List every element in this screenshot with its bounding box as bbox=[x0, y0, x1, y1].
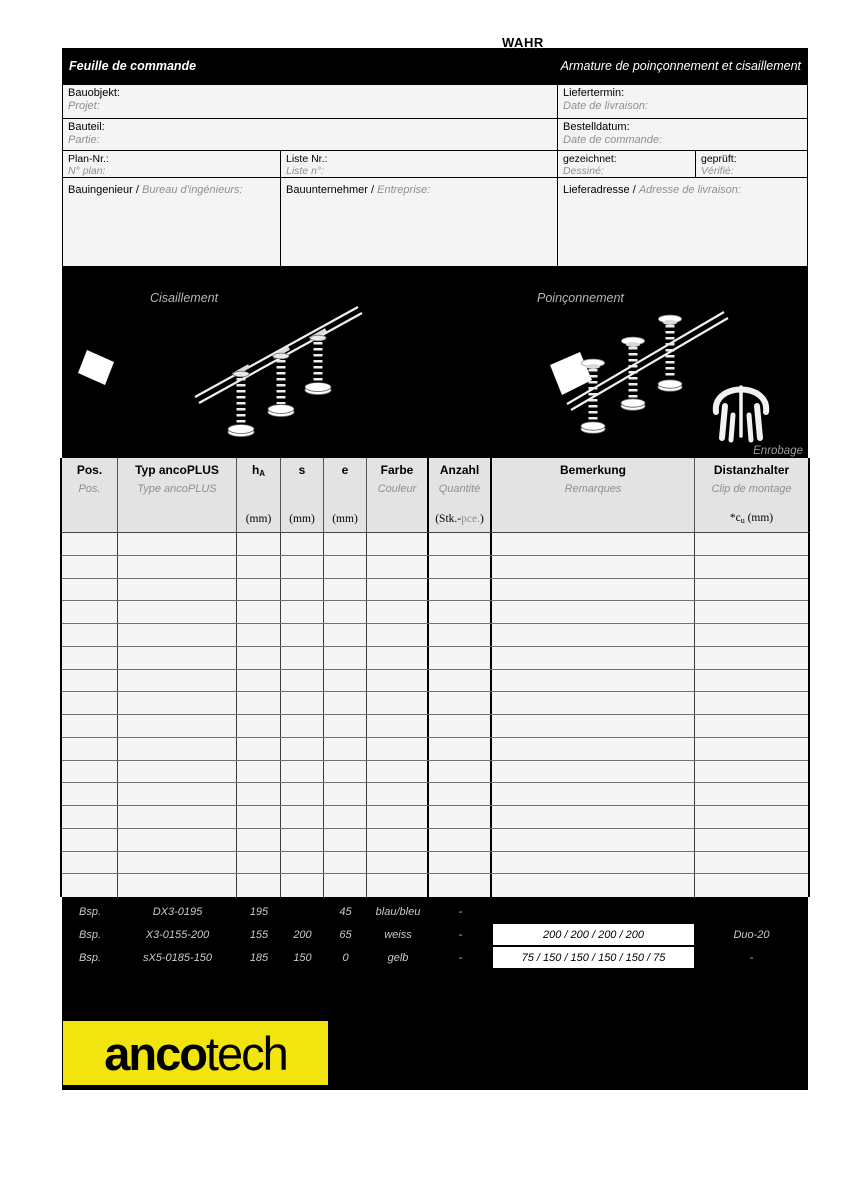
table-empty-cell bbox=[237, 715, 281, 737]
table-empty-cell bbox=[281, 874, 324, 897]
table-empty-cell bbox=[367, 715, 429, 737]
example-row bbox=[62, 923, 808, 946]
table-empty-cell bbox=[281, 692, 324, 714]
example-cell-bemerkung bbox=[492, 924, 695, 945]
footer-band bbox=[62, 897, 808, 1090]
example-cell-typ: DX3-0195 bbox=[152, 905, 203, 918]
column-unit: (Stk.-pce.) bbox=[435, 513, 484, 525]
table-empty-cell bbox=[324, 647, 367, 669]
example-cell-farbe: weiss bbox=[384, 928, 412, 941]
table-empty-cell bbox=[118, 738, 237, 760]
field-label-fr: Liste n°: bbox=[286, 165, 325, 177]
table-empty-cell bbox=[367, 806, 429, 828]
table-empty-cell bbox=[324, 829, 367, 851]
column-label-de: Distanzhalter bbox=[713, 463, 790, 477]
column-header-bemerkung bbox=[492, 458, 695, 532]
field-label-de: geprüft: bbox=[701, 153, 737, 165]
table-empty-cell bbox=[62, 806, 118, 828]
column-header-e bbox=[324, 458, 367, 532]
example-cell-e: 0 bbox=[342, 951, 349, 964]
field-bestelldatum bbox=[558, 119, 807, 151]
table-empty-cell bbox=[237, 533, 281, 555]
example-cell-bemerkung bbox=[492, 947, 695, 968]
example-cell-e: 45 bbox=[339, 905, 352, 918]
table-empty-cell bbox=[237, 829, 281, 851]
column-header-typ bbox=[118, 458, 237, 532]
column-header-pos bbox=[62, 458, 118, 532]
table-empty-cell bbox=[324, 738, 367, 760]
table-empty-cell bbox=[324, 806, 367, 828]
example-cell-typ: sX5-0185-150 bbox=[142, 951, 213, 964]
column-label-de: e bbox=[341, 463, 349, 477]
table-empty-cell bbox=[281, 783, 324, 805]
table-empty-cell bbox=[118, 829, 237, 851]
table-empty-cell bbox=[118, 601, 237, 623]
example-cell-pos: Bsp. bbox=[78, 928, 101, 941]
table-empty-cell bbox=[367, 601, 429, 623]
example-rows bbox=[62, 897, 808, 969]
table-empty-cell bbox=[237, 556, 281, 578]
table-empty-row bbox=[62, 783, 808, 806]
form-row-part bbox=[63, 119, 807, 151]
field-label-de: Bauunternehmer / bbox=[286, 184, 378, 196]
stud-group-left bbox=[228, 330, 331, 437]
slab-edge-right bbox=[550, 352, 592, 395]
table-empty-cell bbox=[695, 579, 808, 601]
table-empty-cell bbox=[429, 647, 492, 669]
table-empty-row bbox=[62, 692, 808, 715]
table-empty-cell bbox=[492, 829, 695, 851]
field-label-fr: Partie: bbox=[68, 134, 100, 146]
table-empty-cell bbox=[118, 715, 237, 737]
table-empty-row bbox=[62, 579, 808, 602]
table-empty-cell bbox=[695, 624, 808, 646]
form-row-addresses bbox=[63, 178, 807, 266]
table-empty-cell bbox=[367, 692, 429, 714]
table-empty-cell bbox=[237, 692, 281, 714]
table-empty-row bbox=[62, 647, 808, 670]
table-empty-cell bbox=[324, 692, 367, 714]
table-empty-cell bbox=[237, 783, 281, 805]
table-empty-cell bbox=[62, 601, 118, 623]
table-empty-cell bbox=[429, 579, 492, 601]
enrobage-label: Enrobage bbox=[753, 445, 803, 457]
column-header-ha bbox=[237, 458, 281, 532]
table-empty-cell bbox=[324, 533, 367, 555]
example-cell-typ: X3-0155-200 bbox=[145, 928, 210, 941]
table-empty-cell bbox=[281, 670, 324, 692]
example-remark-box: 200 / 200 / 200 / 200 bbox=[493, 924, 694, 945]
order-header-form bbox=[62, 84, 808, 267]
page-subtitle: Armature de poinçonnement et cisaillement bbox=[560, 59, 801, 73]
field-label-fr: Dessiné: bbox=[563, 165, 604, 177]
table-empty-cell bbox=[281, 761, 324, 783]
table-empty-cell bbox=[118, 556, 237, 578]
field-plan-nr bbox=[63, 151, 281, 178]
column-unit: (mm) bbox=[332, 513, 358, 525]
field-label-de: Bauingenieur / bbox=[68, 184, 142, 196]
field-label-de: gezeichnet: bbox=[563, 153, 617, 165]
table-empty-cell bbox=[492, 624, 695, 646]
column-label-fr: Clip de montage bbox=[711, 483, 792, 495]
table-empty-cell bbox=[324, 624, 367, 646]
table-empty-cell bbox=[367, 738, 429, 760]
table-empty-cell bbox=[695, 852, 808, 874]
table-empty-cell bbox=[324, 852, 367, 874]
table-empty-cell bbox=[695, 874, 808, 897]
table-empty-cell bbox=[118, 533, 237, 555]
example-remark-box: 75 / 150 / 150 / 150 / 150 / 75 bbox=[493, 947, 694, 968]
table-empty-cell bbox=[695, 829, 808, 851]
column-header-s bbox=[281, 458, 324, 532]
column-label-fr: Pos. bbox=[78, 483, 101, 495]
table-empty-row bbox=[62, 556, 808, 579]
table-empty-cell bbox=[695, 715, 808, 737]
table-empty-row bbox=[62, 874, 808, 897]
table-empty-cell bbox=[281, 556, 324, 578]
table-empty-cell bbox=[492, 874, 695, 897]
field-bauingenieur bbox=[63, 178, 281, 266]
column-header-distanzhalter bbox=[695, 458, 808, 532]
table-empty-cell bbox=[281, 738, 324, 760]
table-empty-cell bbox=[237, 670, 281, 692]
table-empty-cell bbox=[118, 761, 237, 783]
table-empty-cell bbox=[367, 829, 429, 851]
table-empty-cell bbox=[62, 556, 118, 578]
table-empty-cell bbox=[695, 556, 808, 578]
column-unit: (mm) bbox=[289, 513, 315, 525]
table-empty-cell bbox=[62, 624, 118, 646]
table-empty-cell bbox=[237, 806, 281, 828]
table-empty-cell bbox=[429, 624, 492, 646]
table-empty-cell bbox=[118, 579, 237, 601]
table-empty-cell bbox=[118, 647, 237, 669]
table-empty-cell bbox=[281, 579, 324, 601]
table-empty-cell bbox=[237, 738, 281, 760]
table-empty-cell bbox=[429, 761, 492, 783]
table-empty-cell bbox=[367, 624, 429, 646]
example-cell-anzahl: - bbox=[458, 928, 463, 941]
example-cell-ha: 195 bbox=[249, 905, 269, 918]
table-empty-cell bbox=[62, 579, 118, 601]
table-empty-row bbox=[62, 715, 808, 738]
wahr-label: WAHR bbox=[502, 35, 544, 50]
table-empty-cell bbox=[492, 670, 695, 692]
table-empty-cell bbox=[237, 874, 281, 897]
field-liste-nr bbox=[281, 151, 558, 178]
table-empty-cell bbox=[695, 806, 808, 828]
table-empty-row bbox=[62, 533, 808, 556]
example-cell-anzahl: - bbox=[458, 905, 463, 918]
table-empty-cell bbox=[324, 783, 367, 805]
table-empty-cell bbox=[281, 647, 324, 669]
table-empty-cell bbox=[367, 533, 429, 555]
field-label-de: Lieferadresse / bbox=[563, 184, 639, 196]
table-empty-cell bbox=[367, 579, 429, 601]
field-label-fr: N° plan: bbox=[68, 165, 106, 177]
table-empty-cell bbox=[237, 579, 281, 601]
table-empty-cell bbox=[324, 556, 367, 578]
example-cell-e: 65 bbox=[339, 928, 352, 941]
table-empty-cell bbox=[695, 783, 808, 805]
table-empty-row bbox=[62, 829, 808, 852]
table-empty-cell bbox=[62, 715, 118, 737]
logo-text-bold: anco bbox=[104, 1026, 206, 1080]
table-empty-cell bbox=[367, 647, 429, 669]
ancotech-logo bbox=[63, 1021, 328, 1085]
field-label-fr: Date de livraison: bbox=[563, 100, 648, 112]
table-empty-cell bbox=[62, 533, 118, 555]
example-cell-farbe: blau/bleu bbox=[375, 905, 421, 918]
table-empty-cell bbox=[492, 715, 695, 737]
table-empty-cell bbox=[492, 852, 695, 874]
table-empty-cell bbox=[62, 852, 118, 874]
table-empty-cell bbox=[324, 874, 367, 897]
example-cell-ha: 155 bbox=[249, 928, 269, 941]
example-cell-ha: 185 bbox=[249, 951, 269, 964]
table-empty-cell bbox=[281, 601, 324, 623]
table-empty-cell bbox=[492, 806, 695, 828]
table-empty-cell bbox=[367, 761, 429, 783]
table-empty-cell bbox=[429, 601, 492, 623]
field-label-de: Liefertermin: bbox=[563, 87, 625, 99]
table-empty-cell bbox=[695, 738, 808, 760]
field-label-fr: Bureau d'ingénieurs: bbox=[142, 184, 243, 196]
example-cell-s: 200 bbox=[293, 928, 312, 941]
table-empty-cell bbox=[62, 670, 118, 692]
form-row-project bbox=[63, 85, 807, 119]
table-empty-cell bbox=[429, 670, 492, 692]
field-label-de: Bauteil: bbox=[68, 121, 105, 133]
table-empty-row bbox=[62, 852, 808, 875]
table-empty-cell bbox=[281, 533, 324, 555]
table-empty-cell bbox=[695, 647, 808, 669]
table-empty-cell bbox=[429, 533, 492, 555]
table-empty-cell bbox=[62, 692, 118, 714]
table-empty-cell bbox=[324, 579, 367, 601]
example-row bbox=[62, 900, 808, 923]
field-bauobjekt bbox=[63, 85, 558, 119]
table-empty-cell bbox=[492, 579, 695, 601]
table-empty-cell bbox=[429, 783, 492, 805]
table-empty-cell bbox=[492, 738, 695, 760]
table-empty-cell bbox=[118, 874, 237, 897]
field-liefertermin bbox=[558, 85, 807, 119]
column-label-de: Pos. bbox=[76, 463, 103, 477]
table-empty-cell bbox=[281, 806, 324, 828]
table-empty-cell bbox=[281, 852, 324, 874]
table-empty-cell bbox=[492, 601, 695, 623]
table-empty-cell bbox=[695, 533, 808, 555]
table-empty-cell bbox=[118, 783, 237, 805]
example-cell-pos: Bsp. bbox=[78, 905, 101, 918]
table-empty-cell bbox=[62, 647, 118, 669]
table-empty-row bbox=[62, 761, 808, 784]
table-empty-cell bbox=[62, 829, 118, 851]
table-empty-cell bbox=[492, 533, 695, 555]
table-empty-cell bbox=[695, 692, 808, 714]
table-empty-cell bbox=[62, 874, 118, 897]
table-empty-cell bbox=[324, 761, 367, 783]
page-title: Feuille de commande bbox=[69, 59, 197, 73]
table-empty-cell bbox=[367, 783, 429, 805]
column-label-fr: Couleur bbox=[377, 483, 417, 495]
table-empty-cell bbox=[324, 715, 367, 737]
field-lieferadresse bbox=[558, 178, 807, 266]
table-empty-cell bbox=[118, 670, 237, 692]
table-empty-cell bbox=[237, 852, 281, 874]
table-empty-row bbox=[62, 738, 808, 761]
table-empty-cell bbox=[492, 761, 695, 783]
table-empty-cell bbox=[237, 647, 281, 669]
table-empty-cell bbox=[492, 783, 695, 805]
table-empty-cell bbox=[492, 692, 695, 714]
illustration-band bbox=[62, 266, 808, 458]
table-empty-cell bbox=[429, 829, 492, 851]
table-empty-cell bbox=[429, 852, 492, 874]
column-label-de: Farbe bbox=[380, 463, 414, 477]
punching-label: Poinçonnement bbox=[537, 291, 624, 305]
column-label-de: Bemerkung bbox=[559, 463, 627, 477]
table-empty-cell bbox=[367, 852, 429, 874]
column-label-de: Typ ancoPLUS bbox=[135, 463, 219, 477]
table-empty-cell bbox=[281, 829, 324, 851]
table-empty-cell bbox=[429, 806, 492, 828]
table-empty-row bbox=[62, 670, 808, 693]
table-empty-row bbox=[62, 806, 808, 829]
table-empty-cell bbox=[695, 601, 808, 623]
title-bar bbox=[62, 48, 808, 84]
field-bauteil bbox=[63, 119, 558, 151]
example-cell-dist: Duo-20 bbox=[733, 928, 770, 941]
table-empty-cell bbox=[118, 624, 237, 646]
shear-label: Cisaillement bbox=[150, 291, 219, 305]
spacer-clip-illustration bbox=[716, 387, 766, 440]
table-empty-cell bbox=[281, 624, 324, 646]
example-cell-s: 150 bbox=[293, 951, 312, 964]
table-empty-cell bbox=[237, 624, 281, 646]
table-empty-cell bbox=[492, 647, 695, 669]
table-header bbox=[60, 458, 810, 533]
slab-edge-left bbox=[78, 350, 114, 385]
column-label-de: s bbox=[298, 463, 306, 477]
example-cell-dist: - bbox=[749, 951, 754, 964]
column-label-de: $h_A$ bbox=[251, 463, 266, 478]
column-label-de: Anzahl bbox=[439, 463, 480, 477]
table-empty-cell bbox=[695, 761, 808, 783]
table-empty-cell bbox=[367, 874, 429, 897]
table-empty-cell bbox=[118, 692, 237, 714]
table-empty-cell bbox=[367, 670, 429, 692]
table-empty-cell bbox=[324, 601, 367, 623]
logo-text-light: tech bbox=[205, 1026, 287, 1080]
example-row bbox=[62, 946, 808, 969]
field-label-de: Bestelldatum: bbox=[563, 121, 630, 133]
table-empty-cell bbox=[492, 556, 695, 578]
field-geprueft bbox=[696, 151, 807, 178]
column-label-fr: Type ancoPLUS bbox=[137, 483, 217, 495]
field-label-fr: Projet: bbox=[68, 100, 100, 112]
table-empty-cell bbox=[281, 715, 324, 737]
table-empty-cell bbox=[367, 556, 429, 578]
example-cell-farbe: gelb bbox=[387, 951, 409, 964]
field-label-de: Bauobjekt: bbox=[68, 87, 120, 99]
column-unit: $*c_u$ (mm) bbox=[729, 512, 774, 525]
field-label-de: Liste Nr.: bbox=[286, 153, 328, 165]
field-label-fr: Adresse de livraison: bbox=[638, 184, 741, 196]
table-empty-cell bbox=[324, 670, 367, 692]
column-label-fr: Quantité bbox=[438, 483, 481, 495]
table-empty-cell bbox=[62, 738, 118, 760]
table-empty-cell bbox=[237, 601, 281, 623]
table-empty-row bbox=[62, 601, 808, 624]
example-cell-anzahl: - bbox=[458, 951, 463, 964]
field-label-fr: Date de commande: bbox=[563, 134, 663, 146]
table-empty-cell bbox=[62, 761, 118, 783]
table-empty-cell bbox=[429, 556, 492, 578]
table-body bbox=[60, 533, 810, 897]
table-empty-cell bbox=[429, 738, 492, 760]
table-empty-cell bbox=[237, 761, 281, 783]
field-label-fr: Entreprise: bbox=[377, 184, 431, 196]
column-unit: (mm) bbox=[245, 513, 272, 525]
table-empty-cell bbox=[429, 715, 492, 737]
field-gezeichnet bbox=[558, 151, 696, 178]
column-header-anzahl bbox=[427, 458, 492, 532]
table-empty-cell bbox=[118, 852, 237, 874]
table-empty-cell bbox=[695, 670, 808, 692]
table-empty-cell bbox=[118, 806, 237, 828]
table-empty-cell bbox=[62, 783, 118, 805]
column-label-fr: Remarques bbox=[564, 483, 622, 495]
example-cell-pos: Bsp. bbox=[78, 951, 101, 964]
field-bauunternehmer bbox=[281, 178, 558, 266]
column-header-farbe bbox=[367, 458, 429, 532]
field-label-de: Plan-Nr.: bbox=[68, 153, 109, 165]
table-empty-row bbox=[62, 624, 808, 647]
form-row-plan bbox=[63, 151, 807, 178]
table-empty-cell bbox=[429, 692, 492, 714]
table-empty-cell bbox=[429, 874, 492, 897]
field-label-fr: Vérifié: bbox=[701, 165, 734, 177]
